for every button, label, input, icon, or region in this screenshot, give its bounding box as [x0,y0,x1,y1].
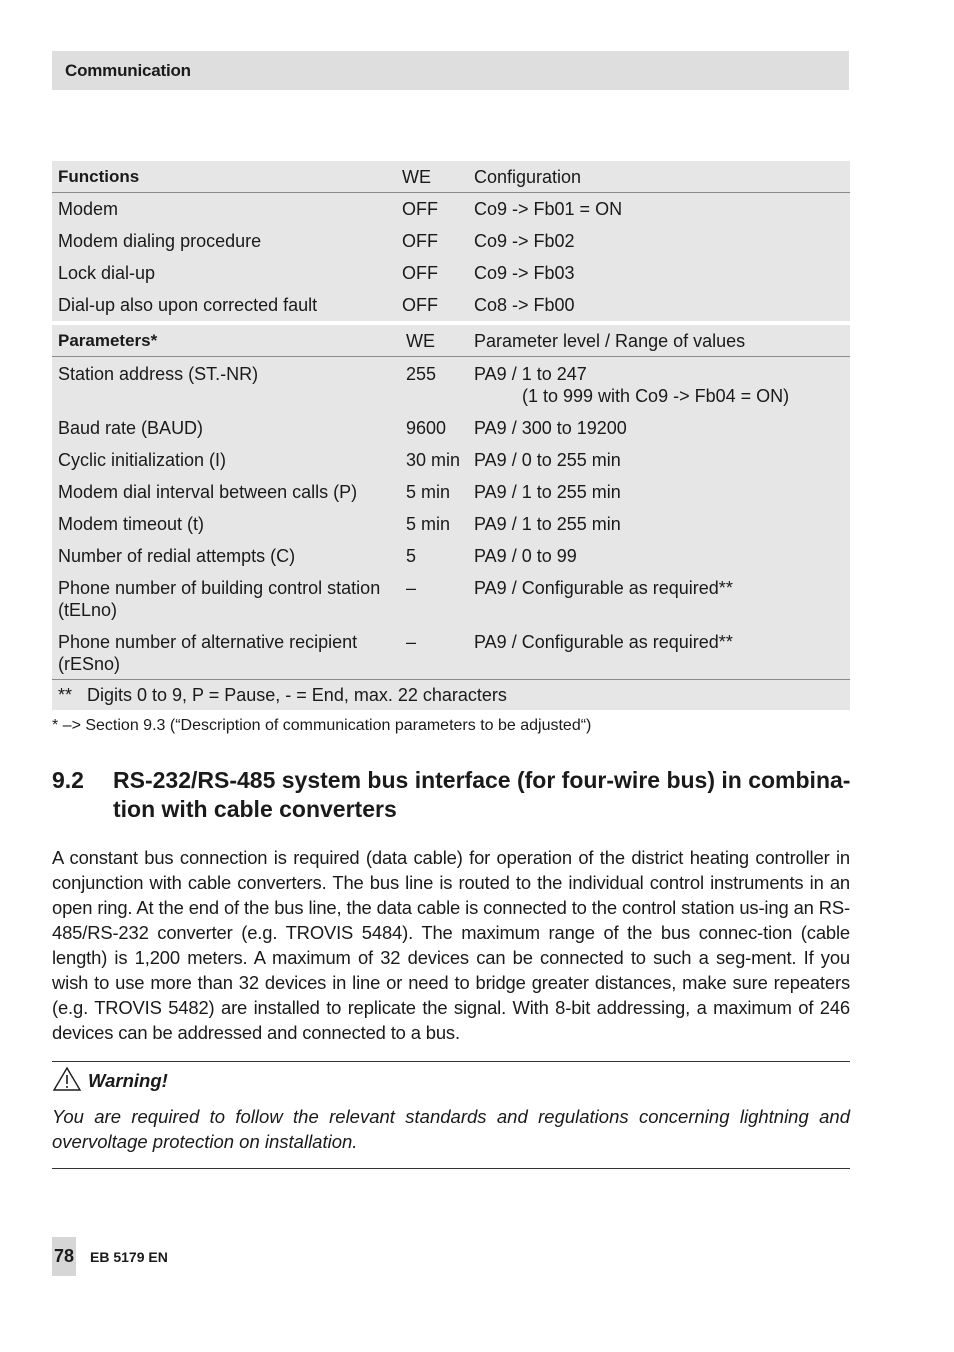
parameter-code: (tELno) [58,600,118,620]
table-cell: 5 min [406,482,451,502]
footnote: * –> Section 9.3 (“Description of communication parameters to be adjusted“) [52,717,592,734]
table-cell: Modem [58,199,119,219]
page-number: 78 [52,1237,76,1276]
header-title: Communication [65,61,191,80]
warning-title: Warning! [88,1070,168,1091]
table-cell [52,571,402,625]
table-cell [474,357,850,412]
table-cell: OFF [402,231,438,251]
table-cell: PA9 / 300 to 19200 [474,418,627,438]
functions-table [52,161,850,321]
table-cell: PA9 / 1 to 255 min [474,482,621,502]
divider [52,1061,850,1062]
parameter-code: (rESno) [58,654,121,674]
table-row [52,289,850,321]
table-cell: OFF [402,199,438,219]
table-cell: OFF [402,295,438,315]
table-row [52,539,850,571]
column-header: Parameter level / Range of values [474,325,850,357]
body-paragraph: A constant bus connection is required (data cable) for operation of the district heating controller in conjunction with cable converters. The bus line is routed to the individual control instruments in an open ring. At the end of the bus line, the data cable is connected to the control station us-ing an RS-485/RS-232 converter (e.g. TROVIS 5484). The maximum range of the bus connec-tion (cable length) is 1,200 meters. A maximum of 32 devices can be connected to such a seg-ment. If you wish to use more than 32 devices in line or need to bridge greater distances, make sure repeaters (e.g. TROVIS 5482) are installed to replicate the signal. With 8-bit addressing, a maximum of 246 devices can be addressed and connected to a bus. [52,847,850,1043]
table-row [52,257,850,289]
table-cell: Co9 -> Fb02 [474,231,575,251]
range-value: PA9 / 1 to 247 [474,364,587,384]
parameters-table [52,325,850,710]
table-cell: Co9 -> Fb03 [474,263,575,283]
table-cell: 5 [406,546,417,566]
table-cell: Lock dial-up [58,263,156,283]
table-cell: – [406,632,417,652]
table-cell: Modem dial interval between calls (P) [58,482,358,502]
table-footnote-row [52,680,850,711]
table-cell: 255 [406,364,437,384]
table-cell: OFF [402,263,438,283]
table-cell: – [406,578,417,598]
table-row [52,571,850,625]
table-cell: PA9 / 1 to 255 min [474,514,621,534]
table-cell: Station address (ST.-NR) [58,364,259,384]
document-id: EB 5179 EN [90,1249,168,1265]
table-cell: Baud rate (BAUD) [58,418,204,438]
table-row [52,411,850,443]
parameter-name: Phone number of building control station [58,578,381,598]
section-number: 9.2 [52,767,84,793]
table-header-row [52,161,850,193]
table-cell: 9600 [406,418,447,438]
table-row [52,225,850,257]
parameter-name: Phone number of alternative recipient [58,632,358,652]
column-header: Functions [52,161,402,193]
table-row [52,475,850,507]
header-band [52,51,849,90]
warning-heading [52,1066,168,1092]
table-cell: PA9 / 0 to 255 min [474,450,621,470]
table-cell: 5 min [406,514,451,534]
warning-triangle-icon [52,1066,82,1092]
table-row [52,443,850,475]
table-cell: Cyclic initialization (I) [58,450,227,470]
table-row [52,625,850,680]
table-footnote: ** Digits 0 to 9, P = Pause, - = End, max. 22 characters [52,680,850,711]
table-cell: Modem dialing procedure [58,231,262,251]
table-cell: Co8 -> Fb00 [474,295,575,315]
column-header: Parameters* [52,325,402,357]
table-header-row [52,325,850,357]
column-header: WE [402,325,474,357]
table-row [52,193,850,226]
warning-text: You are required to follow the relevant standards and regulations concerning lightning and overvoltage protection on installation. [52,1106,850,1152]
section-title: RS-232/RS-485 system bus interface (for four-wire bus) in combina-tion with cable converters [113,767,851,822]
table-cell: PA9 / Configurable as required** [474,578,733,598]
table-cell [52,625,402,680]
table-row [52,507,850,539]
table-cell: 30 min [406,450,461,470]
table-row [52,357,850,412]
table-cell: Dial-up also upon corrected fault [58,295,318,315]
table-cell: PA9 / 0 to 99 [474,546,577,566]
column-header: Configuration [474,161,850,193]
range-value-extended: (1 to 999 with Co9 -> Fb04 = ON) [522,386,790,406]
table-cell: PA9 / Configurable as required** [474,632,733,652]
divider [52,1168,850,1169]
table-cell: Co9 -> Fb01 = ON [474,199,623,219]
table-cell: Modem timeout (t) [58,514,205,534]
table-cell: Number of redial attempts (C) [58,546,296,566]
column-header: WE [402,161,474,193]
